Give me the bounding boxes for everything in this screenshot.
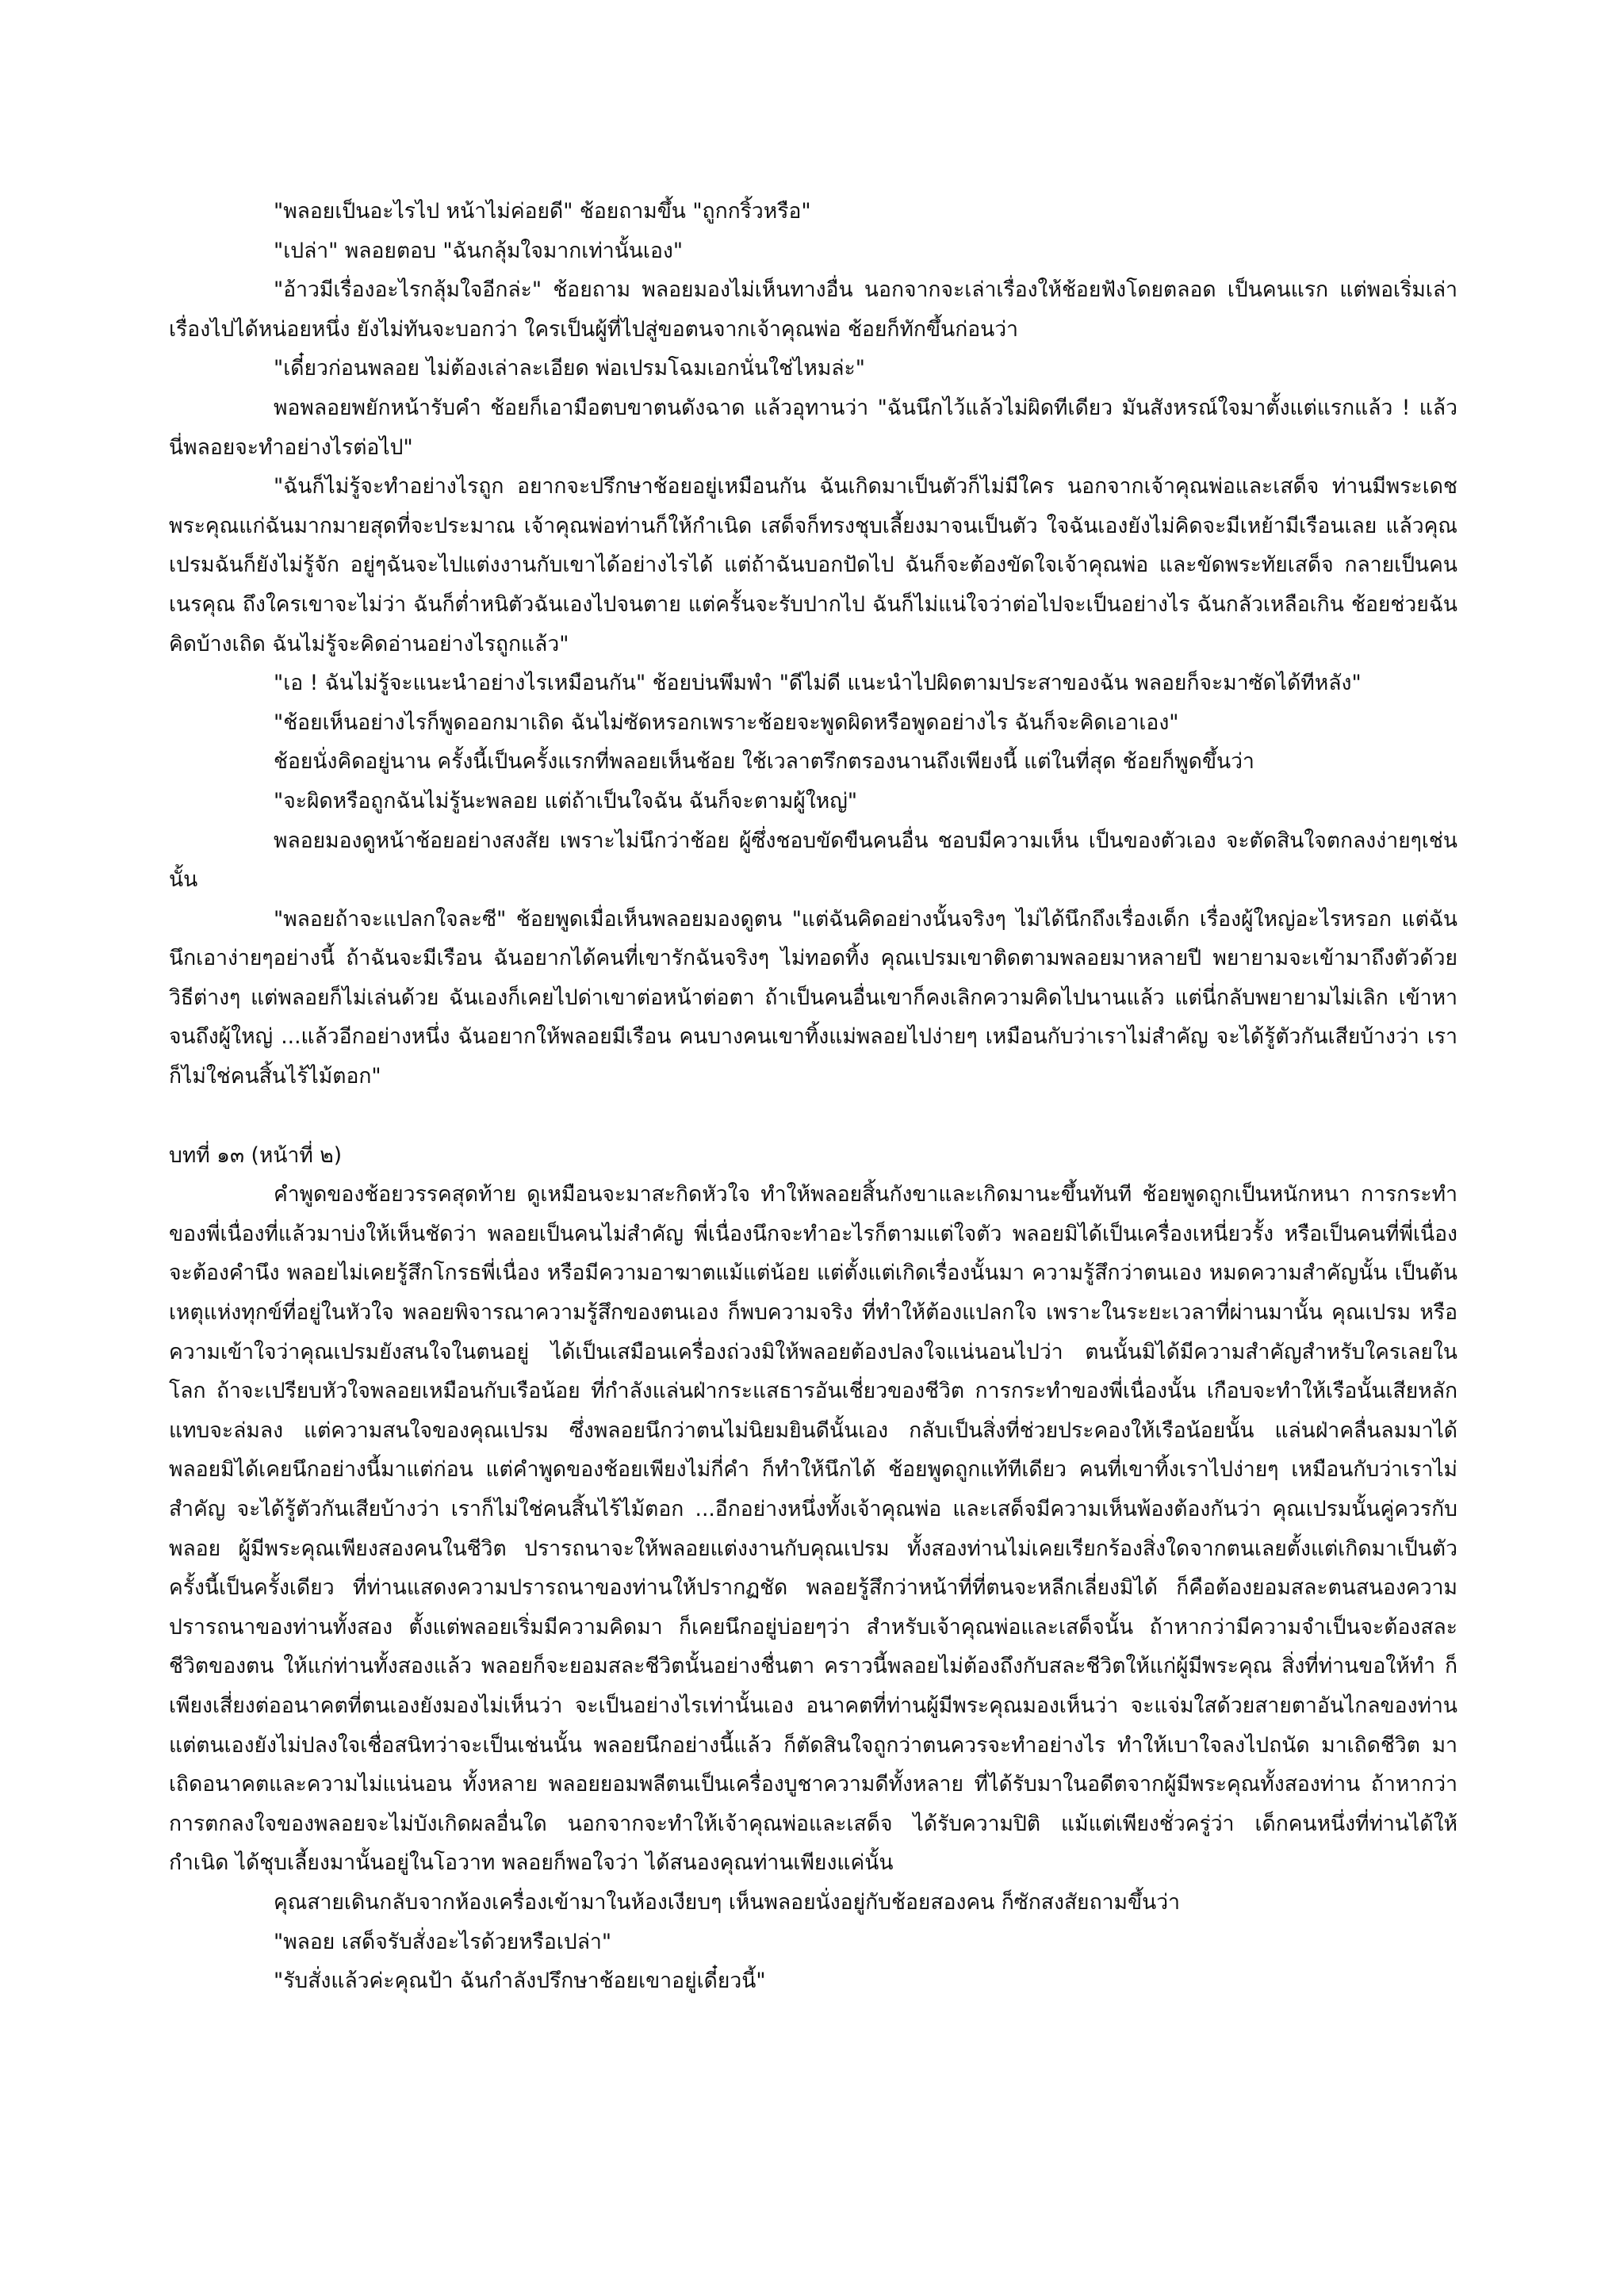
paragraph: "พลอยถ้าจะแปลกใจละซี" ช้อยพูดเมื่อเห็นพลอยมองดูตน "แต่ฉันคิดอย่างนั้นจริงๆ ไม่ได้นึกถึงเรื่องเด็ก เรื่องผู้ใหญ่อะไรหรอก แต่ฉันนึกเอาง่ายๆอย่างนี้ ถ้าฉันจะมีเรือน ฉันอยากได้คนที่เขารักฉันจริงๆ ไม่ทอดทิ้ง คุณเปรมเขาติดตามพลอยมาหลายปี พยายามจะเข้ามาถึงตัวด้วยวิธีต่างๆ แต่พลอยก็ไม่เล่นด้วย ฉันเองก็เคยไปด่าเขาต่อหน้าต่อตา ถ้าเป็นคนอื่นเขาก็คงเลิกความคิดไปนานแล้ว แต่นี่กลับพยายามไม่เลิก เข้าหาจนถึงผู้ใหญ่ ...แล้วอีกอย่างหนึ่ง ฉันอยากให้พลอยมีเรือน คนบางคนเขาทิ้งแม่พลอยไปง่ายๆ เหมือนกับว่าเราไม่สำคัญ จะได้รู้ตัวกันเสียบ้างว่า เราก็ไม่ใช่คนสิ้นไร้ไม้ตอก" <box>169 906 1457 1089</box>
paragraph: "จะผิดหรือถูกฉันไม่รู้นะพลอย แต่ถ้าเป็นใจฉัน ฉันก็จะตามผู้ใหญ่" <box>274 788 858 813</box>
paragraph: "ฉันก็ไม่รู้จะทำอย่างไรถูก อยากจะปรึกษาช้อยอยู่เหมือนกัน ฉันเกิดมาเป็นตัวก็ไม่มีใคร นอกจากเจ้าคุณพ่อและเสด็จ ท่านมีพระเดชพระคุณแก่ฉันมากมายสุดที่จะประมาณ เจ้าคุณพ่อท่านก็ให้กำเนิด เสด็จก็ทรงชุบเลี้ยงมาจนเป็นตัว ใจฉันเองยังไม่คิดจะมีเหย้ามีเรือนเลย แล้วคุณเปรมฉันก็ยังไม่รู้จัก อยู่ๆฉันจะไปแต่งงานกับเขาได้อย่างไรได้ แต่ถ้าฉันบอกปัดไป ฉันก็จะต้องขัดใจเจ้าคุณพ่อ และขัดพระทัยเสด็จ กลายเป็นคนเนรคุณ ถึงใครเขาจะไม่ว่า ฉันก็ต่ำหนิตัวฉันเองไปจนตาย แต่ครั้นจะรับปากไป ฉันก็ไม่แน่ใจว่าต่อไปจะเป็นอย่างไร ฉันกลัวเหลือเกิน ช้อยช่วยฉันคิดบ้างเถิด ฉันไม่รู้จะคิดอ่านอย่างไรถูกแล้ว" <box>169 474 1457 656</box>
paragraph: คุณสายเดินกลับจากห้องเครื่องเข้ามาในห้องเงียบๆ เห็นพลอยนั่งอยู่กับช้อยสองคน ก็ซักสงสัยถามขึ้นว่า <box>274 1889 1180 1915</box>
paragraph: "รับสั่งแล้วค่ะคุณป้า ฉันกำลังปรึกษาช้อยเขาอยู่เดี๋ยวนี้" <box>274 1969 766 1994</box>
paragraph: "ช้อยเห็นอย่างไรก็พูดออกมาเถิด ฉันไม่ซัดหรอกเพราะช้อยจะพูดผิดหรือพูดอย่างไร ฉันก็จะคิดเอาเอง" <box>274 710 1179 735</box>
paragraph: พอพลอยพยักหน้ารับคำ ช้อยก็เอามือตบขาตนดังฉาด แล้วอุทานว่า "ฉันนึกไว้แล้วไม่ผิดทีเดียว มันสังหรณ์ใจมาตั้งแต่แรกแล้ว ! แล้วนี่พลอยจะทำอย่างไรต่อไป" <box>169 395 1457 460</box>
paragraph: "เปล่า" พลอยตอบ "ฉันกลุ้มใจมากเท่านั้นเอง" <box>274 238 684 263</box>
document-page <box>169 192 1457 2001</box>
chapter-heading: บทที่ ๑๓ (หน้าที่ ๒) <box>169 1142 343 1168</box>
paragraph: "เอ ! ฉันไม่รู้จะแนะนำอย่างไรเหมือนกัน" ช้อยบ่นพึมพำ "ดีไม่ดี แนะนำไปผิดตามประสาของฉัน พลอยก็จะมาซัดได้ทีหลัง" <box>274 671 1362 696</box>
paragraph: "เดี๋ยวก่อนพลอย ไม่ต้องเล่าละเอียด พ่อเปรมโฉมเอกนั่นใช่ไหมล่ะ" <box>274 356 865 381</box>
paragraph: พลอยมองดูหน้าช้อยอย่างสงสัย เพราะไม่นึกว่าช้อย ผู้ซึ่งชอบขัดขืนคนอื่น ชอบมีความเห็น เป็นของตัวเอง จะตัดสินใจตกลงง่ายๆเช่นนั้น <box>169 828 1457 893</box>
paragraph: "พลอยเป็นอะไรไป หน้าไม่ค่อยดี" ช้อยถามขึ้น "ถูกกริ้วหรือ" <box>274 199 811 224</box>
paragraph: คำพูดของช้อยวรรคสุดท้าย ดูเหมือนจะมาสะกิดหัวใจ ทำให้พลอยสิ้นกังขาและเกิดมานะขึ้นทันที ช้อยพูดถูกเป็นหนักหนา การกระทำของพี่เนื่องที่แล้วมาบ่งให้เห็นชัดว่า พลอยเป็นคนไม่สำคัญ พี่เนื่องนึกจะทำอะไรก็ตามแต่ใจตัว พลอยมิได้เป็นเครื่องเหนี่ยวรั้ง หรือเป็นคนที่พี่เนื่องจะต้องคำนึง พลอยไม่เคยรู้สึกโกรธพี่เนื่อง หรือมีความอาฆาตแม้แต่น้อย แต่ตั้งแต่เกิดเรื่องนั้นมา ความรู้สึกว่าตนเอง หมดความสำคัญนั้น เป็นต้นเหตุแห่งทุกข์ที่อยู่ในหัวใจ พลอยพิจารณาความรู้สึกของตนเอง ก็พบความจริง ที่ทำให้ต้องแปลกใจ เพราะในระยะเวลาที่ผ่านมานั้น คุณเปรม หรือความเข้าใจว่าคุณเปรมยังสนใจในตนอยู่ ได้เป็นเสมือนเครื่องถ่วงมิให้พลอยต้องปลงใจแน่นอนไปว่า ตนนั้นมิได้มีความสำคัญสำหรับใครเลยในโลก ถ้าจะเปรียบหัวใจพลอยเหมือนกับเรือน้อย ที่กำลังแล่นฝ่ากระแสธารอันเชี่ยวของชีวิต การกระทำของพี่เนื่องนั้น เกือบจะทำให้เรือนั้นเสียหลักแทบจะล่มลง แต่ความสนใจของคุณเปรม ซึ่งพลอยนึกว่าตนไม่นิยมยินดีนั้นเอง กลับเป็นสิ่งที่ช่วยประคองให้เรือน้อยนั้น แล่นฝ่าคลื่นลมมาได้ พลอยมิได้เคยนึกอย่างนี้มาแต่ก่อน แต่คำพูดของช้อยเพียงไม่กี่คำ ก็ทำให้นึกได้ ช้อยพูดถูกแท้ทีเดียว คนที่เขาทิ้งเราไปง่ายๆ เหมือนกับว่าเราไม่สำคัญ จะได้รู้ตัวกันเสียบ้างว่า เราก็ไม่ใช่คนสิ้นไร้ไม้ตอก ...อีกอย่างหนึ่งทั้งเจ้าคุณพ่อ และเสด็จมีความเห็นพ้องต้องกันว่า คุณเปรมนั้นคู่ควรกับพลอย ผู้มีพระคุณเพียงสองคนในชีวิต ปรารถนาจะให้พลอยแต่งงานกับคุณเปรม ทั้งสองท่านไม่เคยเรียกร้องสิ่งใดจากตนเลยตั้งแต่เกิดมาเป็นตัว ครั้งนี้เป็นครั้งเดียว ที่ท่านแสดงความปรารถนาของท่านให้ปรากฏชัด พลอยรู้สึกว่าหน้าที่ที่ตนจะหลีกเลี่ยงมิได้ ก็คือต้องยอมสละตนสนองความปรารถนาของท่านทั้งสอง ตั้งแต่พลอยเริ่มมีความคิดมา ก็เคยนึกอยู่บ่อยๆว่า สำหรับเจ้าคุณพ่อและเสด็จนั้น ถ้าหากว่ามีความจำเป็นจะต้องสละชีวิตของตน ให้แก่ท่านทั้งสองแล้ว พลอยก็จะยอมสละชีวิตนั้นอย่างชื่นตา คราวนี้พลอยไม่ต้องถึงกับสละชีวิตให้แก่ผู้มีพระคุณ สิ่งที่ท่านขอให้ทำ ก็เพียงเสี่ยงต่ออนาคตที่ตนเองยังมองไม่เห็นว่า จะเป็นอย่างไรเท่านั้นเอง อนาคตที่ท่านผู้มีพระคุณมองเห็นว่า จะแจ่มใสด้วยสายตาอันไกลของท่าน แต่ตนเองยังไม่ปลงใจเชื่อสนิทว่าจะเป็นเช่นนั้น พลอยนึกอย่างนี้แล้ว ก็ตัดสินใจถูกว่าตนควรจะทำอย่างไร ทำให้เบาใจลงไปถนัด มาเถิดชีวิต มาเถิดอนาคตและความไม่แน่นอน ทั้งหลาย พลอยยอมพลีตนเป็นเครื่องบูชาความดีทั้งหลาย ที่ได้รับมาในอดีตจากผู้มีพระคุณทั้งสองท่าน ถ้าหากว่าการตกลงใจของพลอยจะไม่บังเกิดผลอื่นใด นอกจากจะทำให้เจ้าคุณพ่อและเสด็จ ได้รับความปิติ แม้แต่เพียงชั่วครู่ว่า เด็กคนหนึ่งที่ท่านได้ให้กำเนิด ได้ชุบเลี้ยงมานั้นอยู่ในโอวาท พลอยก็พอใจว่า ได้สนองคุณท่านเพียงแค่นั้น <box>169 1182 1457 1876</box>
paragraph: "พลอย เสด็จรับสั่งอะไรด้วยหรือเปล่า" <box>274 1929 612 1954</box>
paragraph: "อ้าวมีเรื่องอะไรกลุ้มใจอีกล่ะ" ช้อยถาม พลอยมองไม่เห็นทางอื่น นอกจากจะเล่าเรื่องให้ช้อยฟังโดยตลอด เป็นคนแรก แต่พอเริ่มเล่าเรื่องไปได้หน่อยหนึ่ง ยังไม่ทันจะบอกว่า ใครเป็นผู้ที่ไปสู่ขอตนจากเจ้าคุณพ่อ ช้อยก็ทักขึ้นก่อนว่า <box>169 277 1457 342</box>
paragraph: ช้อยนั่งคิดอยู่นาน ครั้งนี้เป็นครั้งแรกที่พลอยเห็นช้อย ใช้เวลาตรึกตรองนานถึงเพียงนี้ แต่ในที่สุด ช้อยก็พูดขึ้นว่า <box>274 749 1254 775</box>
